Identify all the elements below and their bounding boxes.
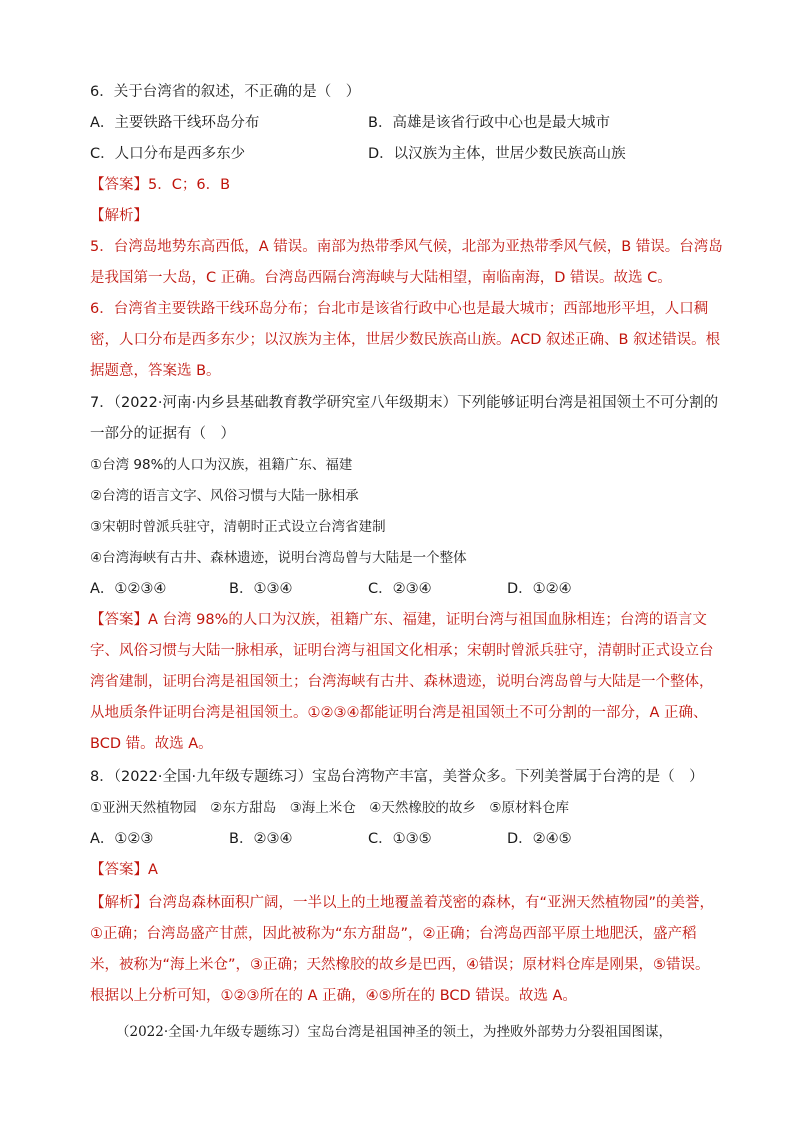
q7-item-1: ①台湾 98%的人口为汉族，祖籍广东、福建: [90, 457, 353, 473]
answer-7-line-4: 从地质条件证明台湾是祖国领土。①②③④都能证明台湾是祖国领土不可分割的一部分，A 正确、: [90, 705, 708, 721]
q7-stem-line-1: 7．（2022·河南·内乡县基础教育教学研究室八年级期末）下列能够证明台湾是祖国领土不可分割的: [90, 395, 719, 411]
q7-option-b: B．①③④: [229, 581, 293, 597]
answer-7-line-1: 【答案】A 台湾 98%的人口为汉族，祖籍广东、福建，证明台湾与祖国血脉相连；台湾的语言文: [90, 612, 707, 628]
next-question-preview: （2022·全国·九年级专题练习）宝岛台湾是祖国神圣的领土，为挫败外部势力分裂祖国图谋，: [116, 1024, 672, 1040]
explanation-8-line-2: ①正确；台湾岛盛产甘蔗，因此被称为“东方甜岛”，②正确；台湾岛西部平原土地肥沃，盛产稻: [90, 926, 697, 942]
answer-7-line-2: 字、风俗习惯与大陆一脉相承，证明台湾与祖国文化相承；宋朝时曾派兵驻守，清朝时正式设立台: [90, 643, 714, 659]
explanation-8-line-1: 【解析】台湾岛森林面积广阔，一半以上的土地覆盖着茂密的森林，有“亚洲天然植物园”的美誉，: [90, 895, 715, 911]
q8-option-d: D．②④⑤: [507, 831, 572, 847]
answer-7-line-5: BCD 错。故选 A。: [90, 736, 213, 752]
answer-8: 【答案】A: [90, 862, 158, 878]
q7-option-d: D．①②④: [507, 581, 572, 597]
analysis-label: 【解析】: [90, 208, 148, 224]
q7-item-3: ③宋朝时曾派兵驻守，清朝时正式设立台湾省建制: [90, 519, 386, 535]
q7-item-4: ④台湾海峡有古井、森林遗迹，说明台湾岛曾与大陆是一个整体: [90, 550, 467, 566]
q7-stem-line-2: 一部分的证据有（ ）: [90, 426, 235, 442]
q6-option-a: A．主要铁路干线环岛分布: [90, 115, 260, 131]
q6-stem: 6．关于台湾省的叙述，不正确的是（ ）: [90, 84, 361, 100]
q6-option-b: B．高雄是该省行政中心也是最大城市: [368, 115, 610, 131]
explanation-5-line-1: 5．台湾岛地势东高西低，A 错误。南部为热带季风气候，北部为亚热带季风气候，B 错误。台湾岛: [90, 239, 723, 255]
explanation-8-line-3: 米，被称为“海上米仓”，③正确；天然橡胶的故乡是巴西，④错误；原材料仓库是刚果，⑤错误。: [90, 957, 710, 973]
explanation-6-line-1: 6．台湾省主要铁路干线环岛分布；台北市是该省行政中心也是最大城市；西部地形平坦，人口稠: [90, 301, 709, 317]
explanation-8-line-4: 根据以上分析可知，①②③所在的 A 正确，④⑤所在的 BCD 错误。故选 A。: [90, 988, 577, 1004]
explanation-6-line-3: 据题意，答案选 B。: [90, 363, 221, 379]
q8-stem: 8．（2022·全国·九年级专题练习）宝岛台湾物产丰富，美誉众多。下列美誉属于台湾的是（ ）: [90, 769, 704, 785]
q6-option-c: C．人口分布是西多东少: [90, 146, 246, 162]
q7-option-c: C．②③④: [368, 581, 432, 597]
q7-item-2: ②台湾的语言文字、风俗习惯与大陆一脉相承: [90, 488, 359, 504]
explanation-5-line-2: 是我国第一大岛，C 正确。台湾岛西隔台湾海峡与大陆相望，南临南海，D 错误。故选 C。: [90, 270, 672, 286]
explanation-6-line-2: 密，人口分布是西多东少；以汉族为主体，世居少数民族高山族。ACD 叙述正确、B 叙述错误。根: [90, 332, 721, 348]
q7-option-a: A．①②③④: [90, 581, 167, 597]
answer-7-line-3: 湾省建制，证明台湾是祖国领土；台湾海峡有古井、森林遗迹，说明台湾岛曾与大陆是一个整体，: [90, 674, 714, 690]
q8-option-b: B．②③④: [229, 831, 293, 847]
q8-items: ①亚洲天然植物园 ②东方甜岛 ③海上米仓 ④天然橡胶的故乡 ⑤原材料仓库: [90, 800, 570, 816]
q8-option-c: C．①③⑤: [368, 831, 432, 847]
q8-option-a: A．①②③: [90, 831, 154, 847]
q6-option-d: D．以汉族为主体，世居少数民族高山族: [368, 146, 626, 162]
answer-5-6: 【答案】5．C；6．B: [90, 177, 231, 193]
